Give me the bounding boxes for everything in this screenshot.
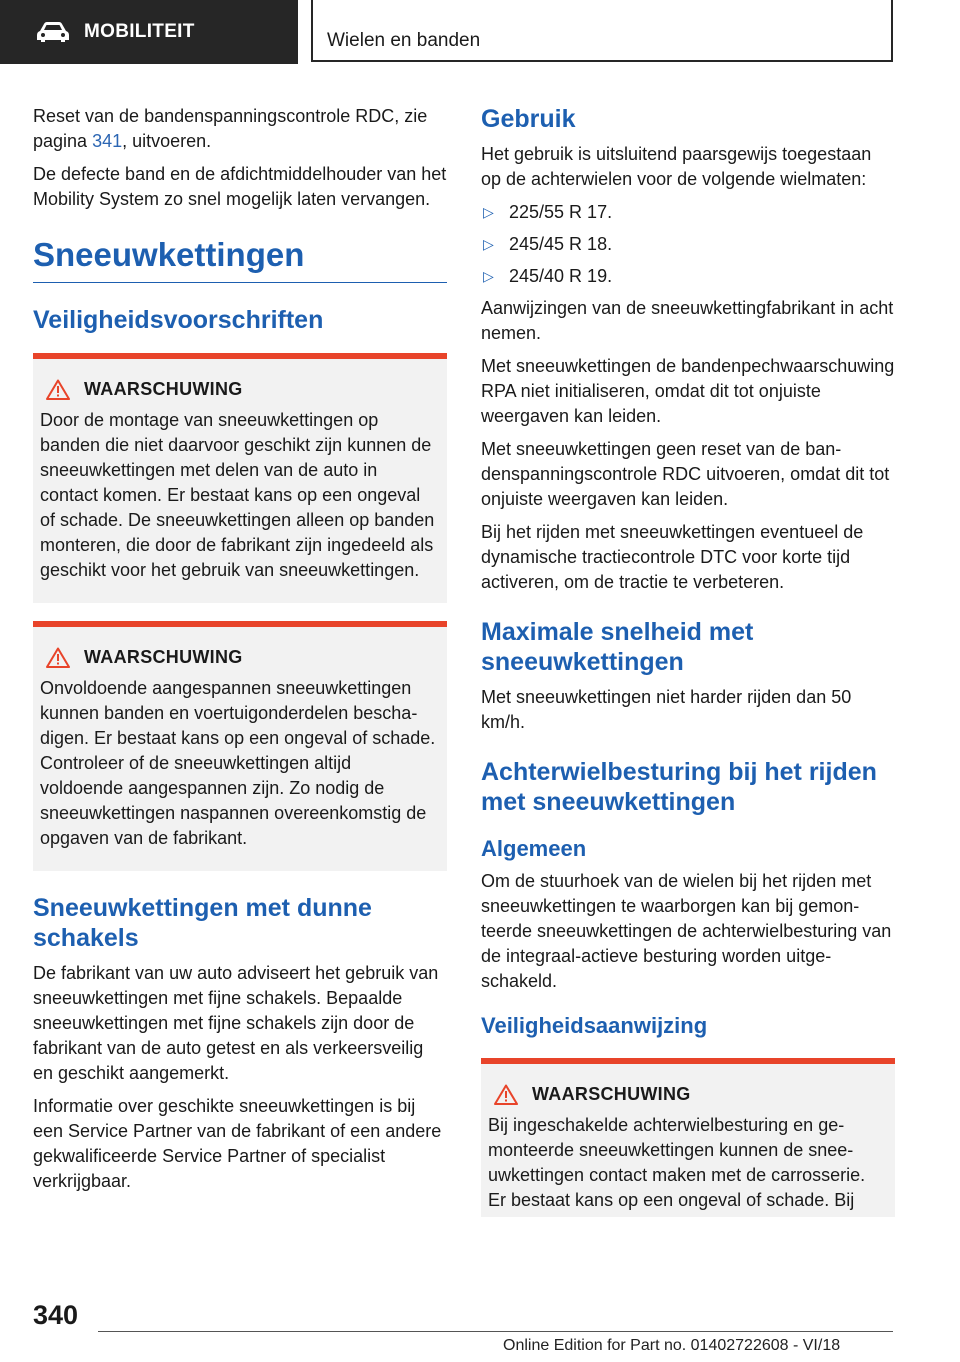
subsection-heading: Achterwielbesturing bij het rijden met sneeuwkettingen	[481, 758, 877, 816]
warning-box	[33, 353, 447, 603]
minor-heading: Veiligheidsaanwijzing	[481, 1013, 708, 1038]
subsection-heading: Maximale snelheid met sneeuwkettingen	[481, 618, 754, 676]
paragraph: Reset van de bandenspanningscontrole RDC, zie pagina 341, uitvoeren.	[33, 106, 428, 151]
warning-text: Door de montage van sneeuwkettingen op banden die niet daarvoor geschikt zijn kunnen de sneeuwkettingen met delen van de auto in contact komen. Er bestaat kans op een ongeval of schade. De sneeuwkettingen alleen op banden monteren, die door de fabrikant zijn ingedeeld als geschikt voor het gebruik van sneeuwkettingen.	[40, 410, 435, 580]
page-link[interactable]: 341	[92, 131, 123, 151]
list-item: ▷ 245/40 R 19.	[481, 264, 895, 289]
paragraph: De defecte band en de afdichtmiddelhouder van het Mobility System zo snel mogelijk laten vervangen.	[33, 164, 447, 209]
right-column	[481, 104, 895, 1231]
edition-text: Online Edition for Part no. 01402722608 - VI/18	[503, 1337, 841, 1354]
bullet-triangle-icon: ▷	[483, 204, 494, 220]
chapter-tab[interactable]	[0, 0, 298, 64]
wheel-size-list	[481, 200, 895, 289]
chapter-title: MOBILITEIT	[84, 21, 195, 42]
page-number: 340	[33, 1300, 79, 1330]
paragraph: Het gebruik is uitsluitend paarsgewijs toegestaan op de achterwielen voor de volgende wielmaten:	[481, 144, 872, 189]
warning-triangle-icon	[494, 1084, 518, 1105]
paragraph: Met sneeuwkettingen geen reset van de bandenspanningscontrole RDC uitvoeren, omdat dit tot onjuiste weergaven kan leiden.	[481, 439, 890, 509]
subsection-heading: Sneeuwkettingen met dunne schakels	[33, 894, 372, 952]
bullet-triangle-icon: ▷	[483, 236, 494, 252]
warning-box	[481, 1058, 895, 1217]
warning-title: WAARSCHUWING	[532, 1084, 691, 1104]
warning-text: Bij ingeschakelde achterwielbesturing en gemonteerde sneeuwkettingen kunnen de sneeuwkettingen contact maken met de carrosserie. Er bestaat kans op een ongeval of schade. Bij	[488, 1115, 866, 1210]
subsection-heading: Veiligheidsvoorschriften	[33, 306, 324, 334]
paragraph: Om de stuurhoek van de wielen bij het rijden met sneeuwkettingen te waarborgen kan bij gemonteerde sneeuwkettingen de achterwielbesturing van de integraal-actieve besturing worden uitgeschakeld.	[481, 871, 892, 991]
warning-box	[33, 621, 447, 871]
section-header	[311, 0, 893, 62]
paragraph: Met sneeuwkettingen niet harder rijden dan 50 km/h.	[481, 687, 852, 732]
paragraph: Bij het rijden met sneeuwkettingen eventueel de dynamische tractiecontrole DTC voor korte tijd activeren, om de tractie te verbeteren.	[481, 522, 864, 592]
section-title: Wielen en banden	[327, 30, 481, 51]
warning-title: WAARSCHUWING	[84, 379, 243, 399]
list-item: ▷ 225/55 R 17.	[481, 200, 895, 225]
warning-triangle-icon	[46, 379, 70, 400]
footer-divider	[98, 1331, 893, 1332]
warning-text: Onvoldoende aangespannen sneeuwkettingen kunnen banden en voertuigonderdelen beschadigen. Er bestaat kans op een ongeval of schade. Controleer of de sneeuwkettingen altijd voldoende aangespannen zijn. Zo nodig de sneeuwkettingen naspannen overeenkomstig de opgaven van de fabrikant.	[40, 678, 436, 848]
paragraph: De fabrikant van uw auto adviseert het gebruik van sneeuwkettingen met fijne schakels. Bepaalde sneeuwkettingen met fijne schakels zijn door de fabrikant van de auto getest en als verkeersveilig en geschikt aangemerkt.	[33, 963, 439, 1083]
paragraph: Informatie over geschikte sneeuwkettingen is bij een Service Partner van de fabrikant of een andere gekwalificeerde Service Partner of specialist verkrijgbaar.	[33, 1096, 442, 1191]
warning-title: WAARSCHUWING	[84, 647, 243, 667]
section-heading: Sneeuwkettingen	[33, 236, 447, 283]
car-icon	[36, 21, 70, 43]
paragraph: Met sneeuwkettingen de bandenpechwaarschuwing RPA niet initialiseren, omdat dit tot onjuiste weergaven kan leiden.	[481, 356, 895, 426]
minor-heading: Algemeen	[481, 836, 587, 861]
list-item: ▷ 245/45 R 18.	[481, 232, 895, 257]
bullet-triangle-icon: ▷	[483, 268, 494, 284]
paragraph: Aanwijzingen van de sneeuwkettingfabrikant in acht nemen.	[481, 298, 894, 343]
subsection-heading: Gebruik	[481, 105, 576, 133]
warning-triangle-icon	[46, 647, 70, 668]
left-column	[33, 104, 447, 1202]
